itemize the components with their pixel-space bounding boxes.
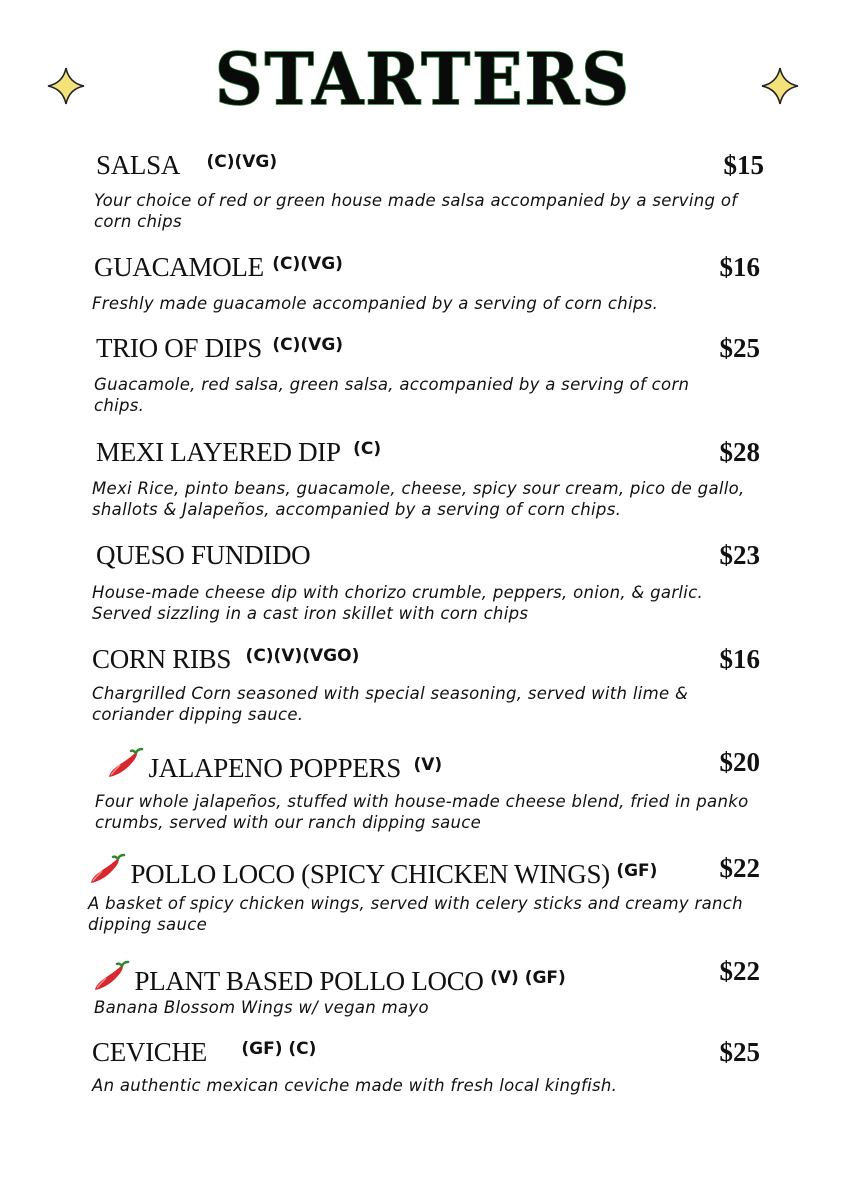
item-price: $22 <box>719 956 760 986</box>
sparkle-icon-right <box>760 66 800 106</box>
item-price: $22 <box>719 853 760 883</box>
item-name: TRIO OF DIPS <box>96 333 262 363</box>
item-name: CEVICHE <box>92 1037 207 1067</box>
dietary-tags: (C)(VG) <box>272 335 344 355</box>
page-title: STARTERS <box>215 36 631 122</box>
dietary-tags: (V) <box>413 755 443 775</box>
item-price: $23 <box>719 540 760 570</box>
item-price: $28 <box>719 437 760 467</box>
item-name: SALSA <box>96 150 181 180</box>
item-name: CORN RIBS <box>92 644 232 674</box>
item-name: QUESO FUNDIDO <box>96 540 311 570</box>
item-description: Guacamole, red salsa, green salsa, accompanied by a serving of corn chips. <box>94 375 690 415</box>
item-price: $25 <box>719 1037 760 1067</box>
item-description: Chargrilled Corn seasoned with special seasoning, served with lime & coriander dipping sauce. <box>92 684 689 724</box>
dietary-tags: (C)(VG) <box>272 254 343 274</box>
dietary-tags: (GF) <box>616 861 658 881</box>
dietary-tags: (C)(VG) <box>206 152 278 172</box>
item-name: JALAPENO POPPERS <box>148 753 401 783</box>
chili-pepper-icon <box>88 853 126 887</box>
item-description: Freshly made guacamole accompanied by a serving of corn chips. <box>92 294 659 313</box>
item-price: $16 <box>719 252 760 282</box>
item-description: House-made cheese dip with chorizo crumble, peppers, onion, & garlic. Served sizzling in a cast iron skillet with corn chips <box>92 583 704 623</box>
item-description: Banana Blossom Wings w/ vegan mayo <box>94 998 429 1017</box>
chili-pepper-icon <box>92 960 130 994</box>
item-price: $20 <box>719 747 760 777</box>
dietary-tags: (C) <box>353 439 382 459</box>
item-description: A basket of spicy chicken wings, served with celery sticks and creamy ranch dipping sauce <box>88 894 743 934</box>
item-name: GUACAMOLE <box>94 252 264 282</box>
item-price: $15 <box>723 150 764 180</box>
item-name: MEXI LAYERED DIP <box>96 437 341 467</box>
dietary-tags: (V) (GF) <box>490 968 566 988</box>
chili-pepper-icon <box>106 747 144 781</box>
sparkle-icon-left <box>46 66 86 106</box>
dietary-tags: (GF) (C) <box>241 1039 317 1059</box>
item-description: Four whole jalapeños, stuffed with house-made cheese blend, fried in panko crumbs, served with our ranch dipping sauce <box>95 792 749 832</box>
item-price: $25 <box>719 333 760 363</box>
item-name: PLANT BASED POLLO LOCO <box>134 966 484 996</box>
dietary-tags: (C)(V)(VGO) <box>245 646 360 666</box>
item-description: Your choice of red or green house made salsa accompanied by a serving of corn chips <box>94 191 738 231</box>
item-price: $16 <box>719 644 760 674</box>
item-description: An authentic mexican ceviche made with fresh local kingfish. <box>92 1076 618 1095</box>
item-description: Mexi Rice, pinto beans, guacamole, cheese, spicy sour cream, pico de gallo, shallots & Jalapeños, accompanied by a serving of corn chips. <box>92 479 745 519</box>
item-name: POLLO LOCO (SPICY CHICKEN WINGS) <box>130 859 610 889</box>
